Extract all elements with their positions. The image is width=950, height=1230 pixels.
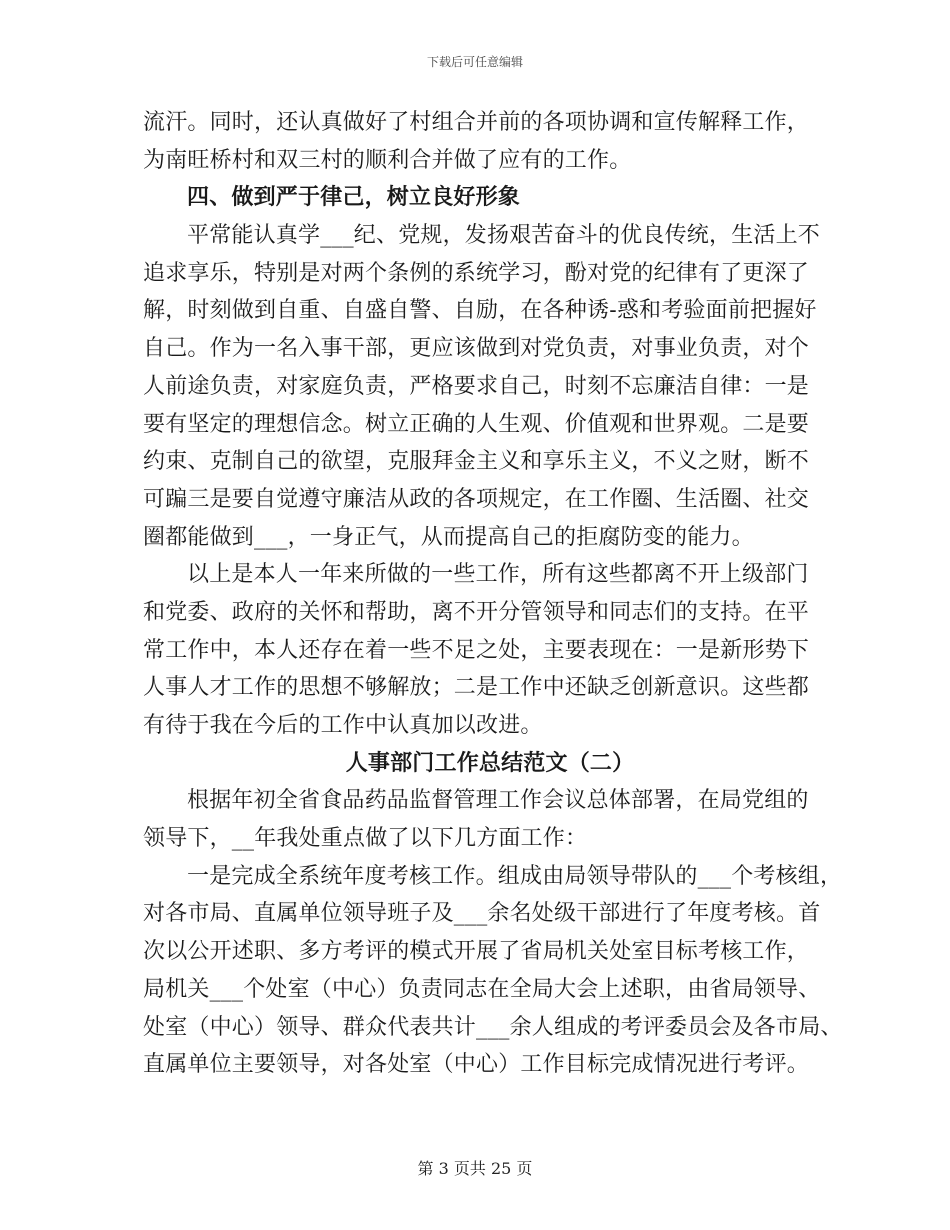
text-line: 常工作中，本人还存在着一些不足之处，主要表现在：一是新形势下 — [143, 637, 810, 663]
text-line: 和党委、政府的关怀和帮助，离不开分管领导和同志们的支持。在平 — [143, 599, 810, 625]
text-line: 根据年初全省食品药品监督管理工作会议总体部署，在局党组的 — [187, 788, 809, 814]
text-line: 对各市局、直属单位领导班子及___余名处级干部进行了年度考核。首 — [143, 901, 821, 927]
text-line: 圈都能做到___，一身正气，从而提高自己的拒腐防变的能力。 — [143, 524, 754, 550]
document-title: 人事部门工作总结范文（二） — [345, 749, 635, 776]
text-line: 人前途负责，对家庭负责，严格要求自己，时刻不忘廉洁自律：一是 — [143, 373, 810, 399]
text-line: 次以公开述职、多方考评的模式开展了省局机关处室目标考核工作， — [143, 939, 810, 965]
document-body — [143, 104, 843, 1084]
text-line: 领导下，__年我处重点做了以下几方面工作： — [143, 826, 588, 852]
text-line: 一是完成全系统年度考核工作。组成由局领导带队的___个考核组， — [187, 863, 843, 889]
text-line: 解，时刻做到自重、自盛自警、自励，在各种诱-惑和考验面前把握好 — [143, 298, 817, 324]
section-heading: 四、做到严于律己，树立良好形象 — [187, 184, 521, 211]
text-line: 约束、克制自己的欲望，克服拜金主义和享乐主义，不义之财，断不 — [143, 449, 810, 475]
text-line: 要有坚定的理想信念。树立正确的人生观、价值观和世界观。二是要 — [143, 411, 810, 437]
text-line: 追求享乐，特别是对两个条例的系统学习，酚对党的纪律有了更深了 — [143, 260, 810, 286]
text-line: 局机关___个处室（中心）负责同志在全局大会上述职，由省局领导、 — [143, 976, 821, 1002]
page-footer: 第 3 页共 25 页 — [417, 1159, 533, 1178]
text-line: 处室（中心）领导、群众代表共计___余人组成的考评委员会及各市局、 — [143, 1014, 843, 1040]
text-line: 人事人才工作的思想不够解放；二是工作中还缺乏创新意识。这些都 — [143, 675, 810, 701]
text-line: 流汗。同时，还认真做好了村组合并前的各项协调和宣传解释工作， — [143, 110, 810, 135]
text-line: 有待于我在今后的工作中认真加以改进。 — [143, 713, 543, 738]
text-line: 自己。作为一名入事干部，更应该做到对党负责，对事业负责，对个 — [143, 336, 810, 362]
text-line: 可蹁三是要自觉遵守廉洁从政的各项规定，在工作圈、生活圈、社交 — [143, 486, 810, 512]
page-header: 下载后可任意编辑 — [426, 55, 523, 69]
text-line: 为南旺桥村和双三村的顺利合并做了应有的工作。 — [143, 147, 632, 173]
text-line: 直属单位主要领导，对各处室（中心）工作目标完成情况进行考评。 — [143, 1052, 810, 1078]
text-line: 以上是本人一年来所做的一些工作，所有这些都离不开上级部门 — [187, 562, 809, 588]
text-line: 平常能认真学___纪、党规，发扬艰苦奋斗的优良传统，生活上不 — [187, 223, 821, 249]
